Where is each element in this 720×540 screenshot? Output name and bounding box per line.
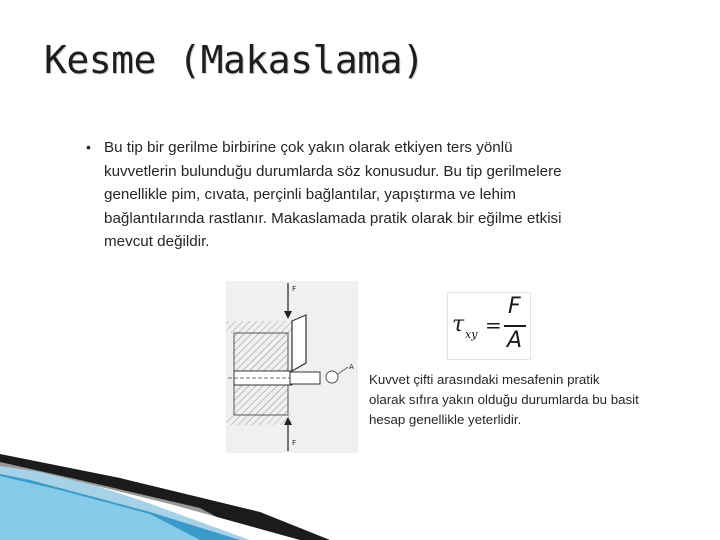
bullet-text: Bu tip bir gerilme birbirine çok yakın olarak etkiyen ters yönlü kuvvetlerin bulunduğu durumlarda söz konusudur. Bu tip gerilmelere genellikle pim, cıvata, perçinli bağlantılar, yapıştırma ve lehim bağlantılarında rastlanır. Makaslamada pratik olarak bir eğilme etkisi mevcut değildir. [104, 139, 562, 250]
force-top-arrowhead [284, 311, 292, 319]
shear-diagram-drawing [226, 281, 358, 453]
ground-hatch-bottom [226, 415, 292, 425]
point-a-marker [326, 371, 338, 383]
shear-blade [292, 315, 306, 371]
formula-fraction-bar [504, 325, 526, 327]
formula-caption: Kuvvet çifti arasındaki mesafenin pratik olarak sıfıra yakın olduğu durumlarda bu basit hesap genellikle yeterlidir. [369, 372, 639, 427]
swoosh-dark [0, 454, 330, 540]
shear-stress-formula [452, 294, 528, 356]
point-a-label: A [349, 363, 354, 371]
bullet-paragraph [86, 136, 576, 254]
formula-numerator: F [508, 294, 521, 319]
formula-subscript: xy [465, 328, 478, 341]
bullet-symbol: • [86, 139, 91, 155]
force-top-label: F [292, 285, 297, 293]
pin [290, 372, 320, 384]
slide-title: Kesme (Makaslama) [44, 38, 425, 82]
ground-hatch-top [226, 321, 292, 333]
swoosh-blue [0, 458, 250, 540]
point-a-leader [338, 367, 348, 374]
force-bottom-label: F [292, 439, 297, 447]
formula-equals: = [485, 313, 502, 337]
swoosh-highlight [0, 462, 260, 540]
shear-diagram [226, 281, 358, 453]
formula-tau: τ [452, 312, 465, 337]
formula-denominator: A [507, 328, 523, 353]
swoosh-light [0, 476, 200, 540]
